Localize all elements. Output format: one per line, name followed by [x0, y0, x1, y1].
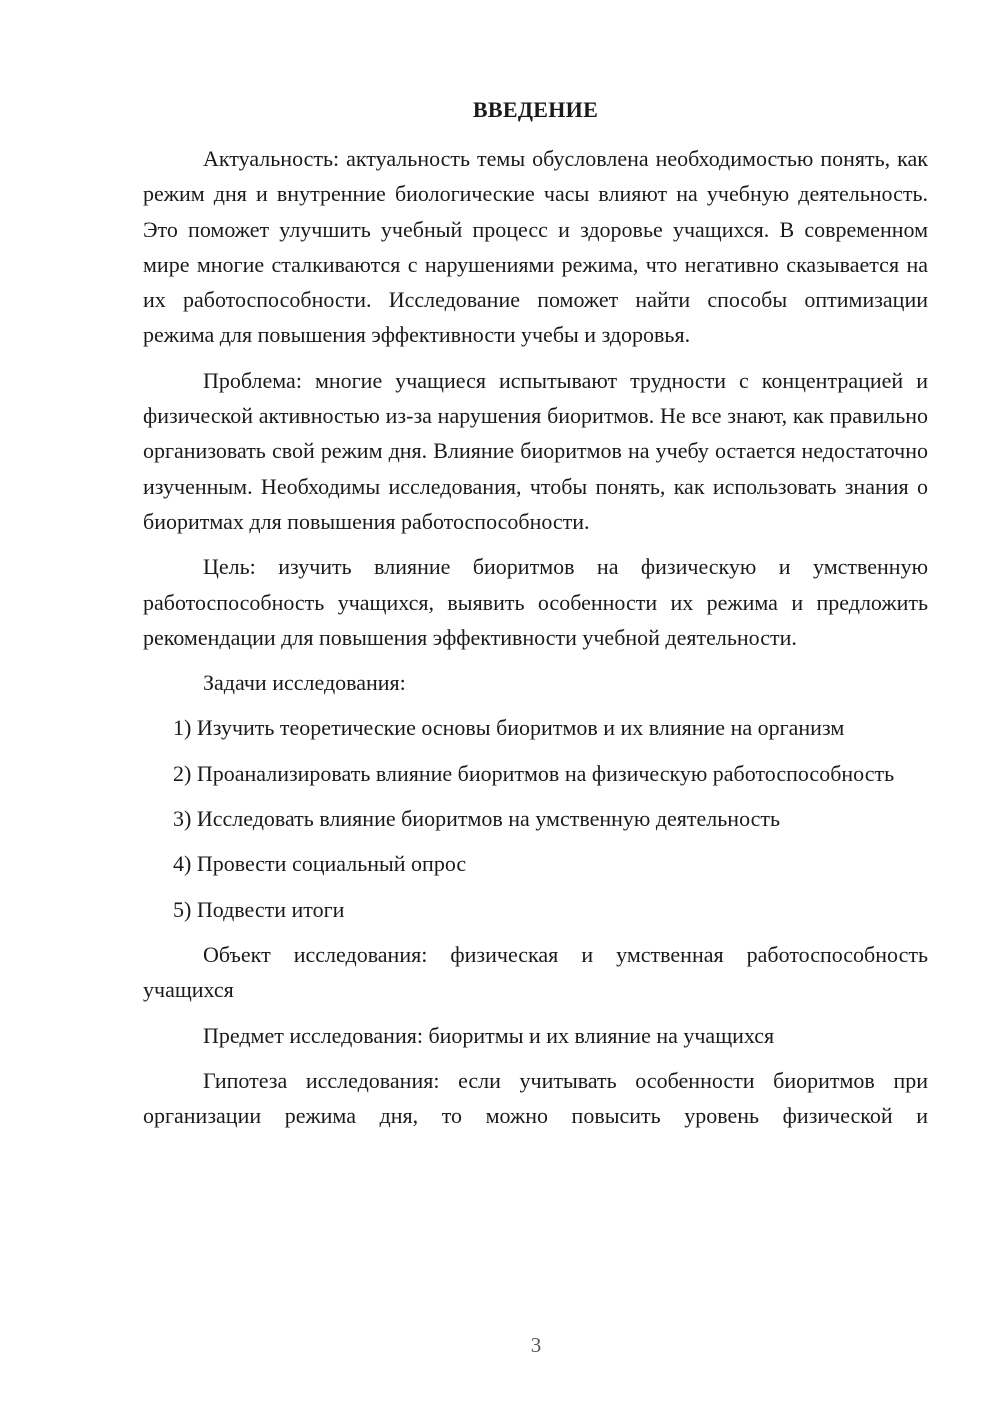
task-text: Изучить теоретические основы биоритмов и их влияние на организм — [196, 715, 845, 741]
task-text: Провести социальный опрос — [196, 851, 467, 877]
goal-paragraph: Цель: изучить влияние биоритмов на физическую и умственную работоспособность учащихся, выявить особенности их режима и предложить рекомендации для повышения эффективности учебной деятельности. — [143, 554, 928, 650]
task-number: 4) — [173, 851, 192, 877]
task-number: 3) — [173, 806, 192, 832]
task-item-1 — [143, 710, 928, 745]
hypothesis-paragraph: Гипотеза исследования: если учитывать особенности биоритмов при организации режима дня, то можно повысить уровень физической и — [143, 1067, 928, 1129]
section-title: ВВЕДЕНИЕ — [472, 97, 599, 122]
subject-paragraph: Предмет исследования: биоритмы и их влияние на учащихся — [203, 1022, 775, 1048]
task-text: Подвести итоги — [196, 896, 345, 922]
task-item-3 — [143, 801, 928, 836]
task-number: 2) — [173, 760, 192, 786]
task-item-4 — [143, 846, 928, 881]
tasks-heading: Задачи исследования: — [203, 670, 406, 696]
task-item-5 — [143, 892, 928, 927]
problem-paragraph: Проблема: многие учащиеся испытывают трудности с концентрацией и физической активностью из-за нарушения биоритмов. Не все знают, как правильно организовать свой режим дня. Влияние биоритмов на учебу остается недостаточно изученным. Необходимы исследования, чтобы понять, как использовать знания о биоритмах для повышения работоспособности. — [143, 367, 928, 534]
task-text: Проанализировать влияние биоритмов на физическую работоспособность — [196, 760, 895, 786]
task-number: 5) — [173, 896, 192, 922]
task-text: Исследовать влияние биоритмов на умственную деятельность — [196, 806, 781, 832]
tasks-list — [143, 710, 928, 926]
relevance-paragraph: Актуальность: актуальность темы обусловлена необходимостью понять, как режим дня и внутренние биологические часы влияют на учебную деятельность. Это поможет улучшить учебный процесс и здоровье учащихся. В современном мире многие сталкиваются с нарушениями режима, что негативно сказывается на их работоспособности. Исследование поможет найти способы оптимизации режима для повышения эффективности учебы и здоровья. — [143, 146, 928, 348]
object-paragraph: Объект исследования: физическая и умственная работоспособность учащихся — [143, 941, 928, 1003]
page-number: 3 — [530, 1333, 542, 1357]
task-item-2 — [143, 756, 928, 791]
task-number: 1) — [173, 715, 192, 741]
